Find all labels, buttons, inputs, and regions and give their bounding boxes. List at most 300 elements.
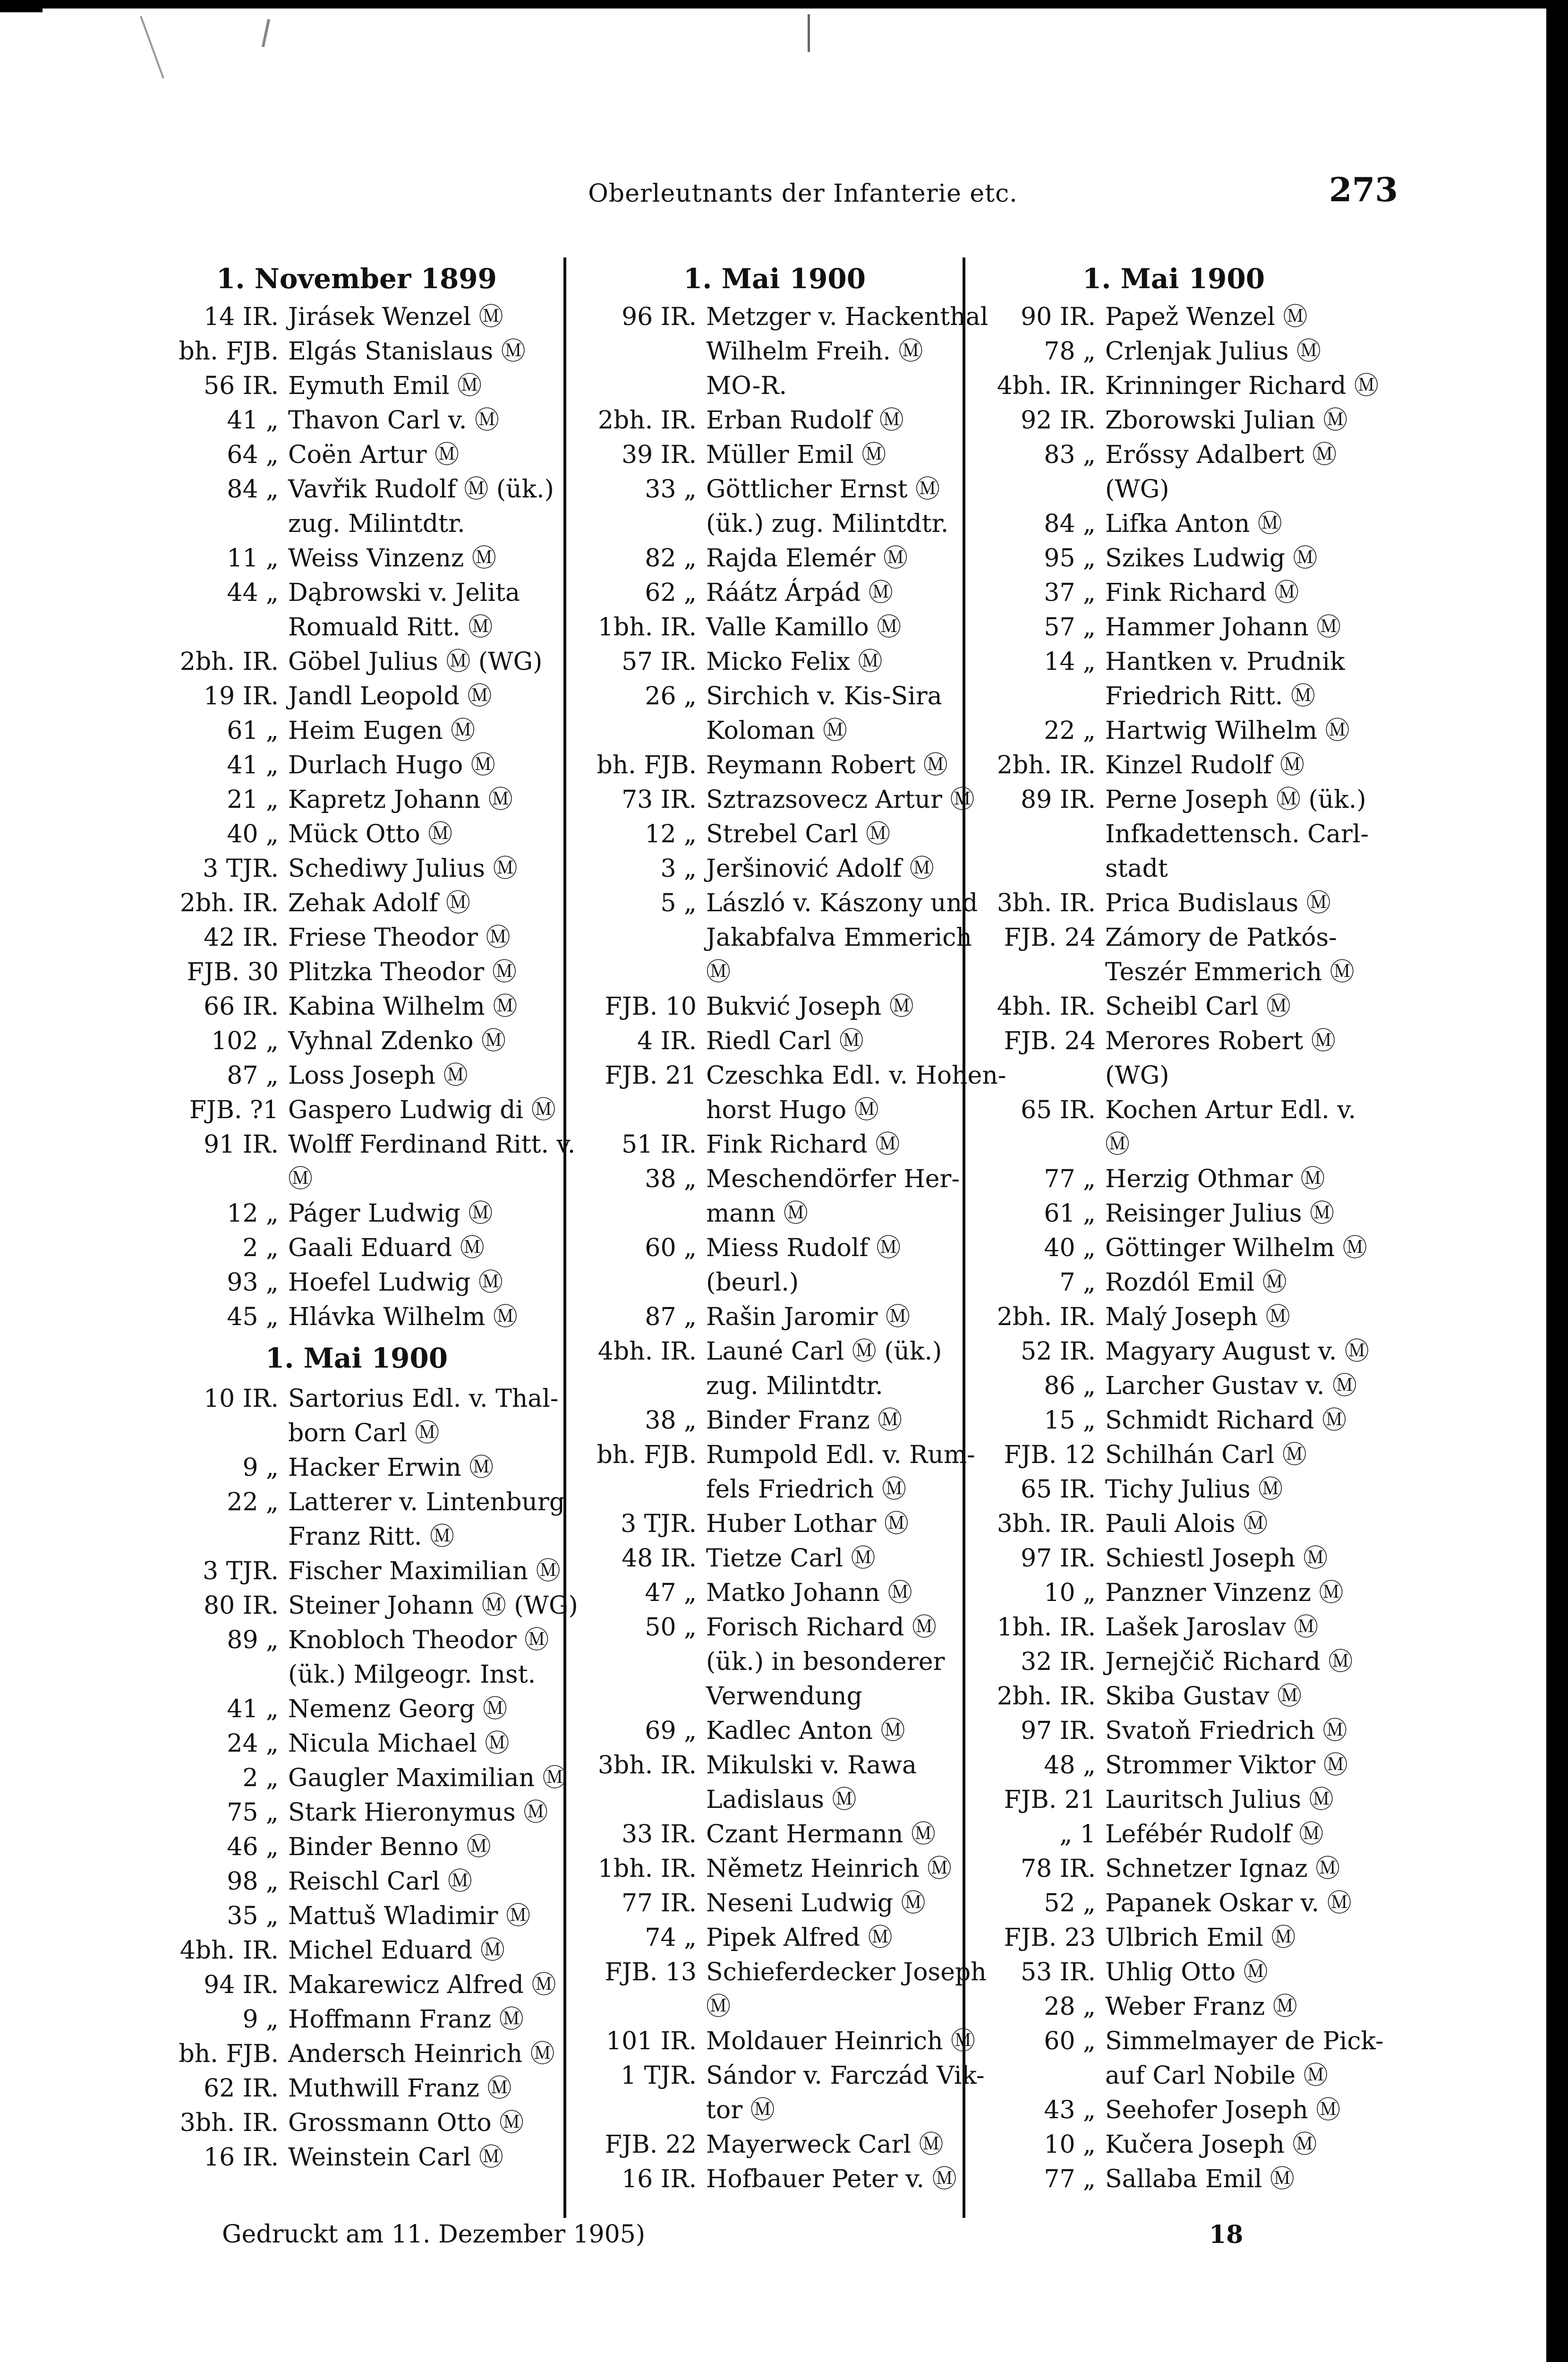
roster-entry: [978, 300, 1370, 334]
regiment-label: 32 IR.: [1021, 1648, 1096, 1676]
officer-name: Papež Wenzel Ⓜ: [1105, 303, 1308, 331]
regiment-label: 2 „: [242, 1764, 279, 1792]
roster-entry: [978, 2024, 1384, 2059]
roster-entry: [978, 1783, 1370, 1817]
officer-name: Larcher Gustav v. Ⓜ: [1105, 1372, 1357, 1400]
regiment-label: 87 „: [227, 1061, 279, 1090]
regiment-label: 43 „: [1044, 2096, 1096, 2124]
regiment-label: 2bh. IR.: [997, 751, 1096, 779]
officer-name: Ⓜ: [706, 958, 731, 986]
regiment-label: [579, 1783, 706, 1817]
regiment-label: [978, 852, 1105, 886]
roster-entry: [978, 1369, 1370, 1404]
officer-name: zug. Milintdtr.: [288, 510, 465, 538]
officer-name: Hacker Erwin Ⓜ: [288, 1454, 494, 1482]
officer-name: Vavřik Rudolf Ⓜ (ük.): [288, 475, 554, 504]
regiment-label: 94 IR.: [204, 1971, 279, 1999]
regiment-label: 57 IR.: [622, 648, 697, 676]
roster-entry: [161, 300, 553, 334]
roster-entry: [161, 2071, 553, 2106]
roster-entry: [579, 1783, 971, 1817]
regiment-label: 19 IR.: [204, 682, 279, 710]
roster-entry: [978, 334, 1370, 369]
roster-entry: [161, 1554, 561, 1589]
roster-entry: [579, 1197, 971, 1231]
roster-entry: [579, 852, 971, 886]
regiment-label: 41 „: [227, 751, 279, 779]
regiment-label: 97 IR.: [1021, 1544, 1096, 1573]
officer-name: Hartwig Wilhelm Ⓜ: [1105, 717, 1350, 745]
officer-name: Müller Emil Ⓜ: [706, 441, 886, 469]
officer-name: Friese Theodor Ⓜ: [288, 924, 511, 952]
roster-entry: [161, 1266, 553, 1300]
officer-name: Andersch Heinrich Ⓜ: [288, 2040, 555, 2068]
regiment-label: 65 IR.: [1021, 1096, 1096, 1124]
regiment-label: FJB. 10: [605, 993, 697, 1021]
scan-border-top: [0, 0, 1568, 9]
regiment-label: 3 TJR.: [203, 855, 279, 883]
officer-name: Lefébér Rudolf Ⓜ: [1105, 1820, 1324, 1849]
regiment-label: 95 „: [1044, 544, 1096, 573]
officer-name: Kinzel Rudolf Ⓜ: [1105, 751, 1304, 779]
roster-entry: [161, 955, 553, 990]
regiment-label: 56 IR.: [204, 372, 279, 400]
officer-name: Tietze Carl Ⓜ: [706, 1544, 876, 1573]
roster-entry: [579, 1404, 971, 1438]
roster-entry: [579, 369, 971, 403]
officer-name: Knobloch Theodor Ⓜ: [288, 1626, 549, 1654]
roster-entry: [161, 1865, 553, 1899]
roster-entry: [978, 1541, 1370, 1576]
officer-name: Zehak Adolf Ⓜ: [288, 889, 470, 917]
regiment-label: 15 „: [1044, 1406, 1096, 1435]
roster-entry: [579, 2024, 975, 2059]
regiment-label: 73 IR.: [622, 786, 697, 814]
regiment-label: 40 „: [227, 820, 279, 848]
officer-name: Strommer Viktor Ⓜ: [1105, 1751, 1348, 1780]
roster-entry: [579, 1990, 971, 2024]
regiment-label: 69 „: [645, 1717, 697, 1745]
officer-name: Göttlicher Ernst Ⓜ: [706, 475, 940, 504]
officer-name: Göbel Julius Ⓜ (WG): [288, 648, 543, 676]
regiment-label: 33 „: [645, 475, 697, 504]
roster-entry: [161, 1934, 553, 1968]
regiment-label: bh. FJB.: [179, 2040, 279, 2068]
regiment-label: [978, 817, 1105, 852]
roster-entry: [161, 2140, 553, 2175]
officer-name: Binder Benno Ⓜ: [288, 1833, 491, 1861]
regiment-label: [579, 1369, 706, 1404]
officer-name: Sallaba Emil Ⓜ: [1105, 2165, 1295, 2193]
regiment-label: [579, 2093, 706, 2128]
roster-entry: [978, 1921, 1370, 1955]
regiment-label: 22 „: [1044, 717, 1096, 745]
officer-name: Wilhelm Freih. Ⓜ: [706, 337, 923, 366]
roster-entry: [161, 990, 553, 1024]
regiment-label: 48 „: [1044, 1751, 1096, 1780]
officer-name: Heim Eugen Ⓜ: [288, 717, 476, 745]
roster-entry: [579, 1162, 971, 1197]
print-date: Gedruckt am 11. Dezember 1905): [222, 2220, 646, 2249]
regiment-label: 66 IR.: [204, 993, 279, 1021]
roster-entry: [161, 2106, 553, 2140]
regiment-label: 7 „: [1059, 1268, 1096, 1297]
officer-name: Pauli Alois Ⓜ: [1105, 1510, 1268, 1538]
officer-name: Michel Eduard Ⓜ: [288, 1936, 505, 1965]
roster-entry: [978, 1507, 1370, 1541]
scan-border-right: [1546, 0, 1568, 2362]
roster-entry: [579, 1645, 971, 1679]
roster-entry: [161, 438, 553, 472]
regiment-label: 33 IR.: [622, 1820, 697, 1849]
regiment-label: 12 „: [645, 820, 697, 848]
officer-name: Metzger v. Hackenthal: [706, 303, 989, 331]
regiment-label: „ 1: [1059, 1820, 1096, 1849]
regiment-label: 4 IR.: [637, 1027, 697, 1055]
officer-name: Makarewicz Alfred Ⓜ: [288, 1971, 556, 1999]
regiment-label: 89 IR.: [1021, 786, 1096, 814]
officer-name: Stark Hieronymus Ⓜ: [288, 1798, 548, 1827]
officer-name: Mück Otto Ⓜ: [288, 820, 453, 848]
officer-name: Schiestl Joseph Ⓜ: [1105, 1544, 1328, 1573]
regiment-label: 47 „: [645, 1579, 697, 1607]
regiment-label: 50 „: [645, 1613, 697, 1642]
officer-name: Binder Franz Ⓜ: [706, 1406, 903, 1435]
regiment-label: 89 „: [227, 1626, 279, 1654]
roster-entry: [978, 1990, 1370, 2024]
regiment-label: [161, 1162, 288, 1197]
officer-name: fels Friedrich Ⓜ: [706, 1475, 907, 1504]
officer-name: Hoffmann Franz Ⓜ: [288, 2005, 524, 2034]
roster-entry: [579, 955, 971, 990]
roster-entry: [978, 645, 1370, 679]
officer-name: Czant Hermann Ⓜ: [706, 1820, 936, 1849]
roster-entry: [579, 748, 971, 783]
roster-entry: [161, 679, 553, 714]
officer-name: Pipek Alfred Ⓜ: [706, 1924, 893, 1952]
roster-entry: [161, 1658, 553, 1692]
officer-name: Valle Kamillo Ⓜ: [706, 613, 902, 642]
roster-entry: [579, 334, 971, 369]
officer-name: (WG): [1105, 1061, 1169, 1090]
officer-name: Scheibl Carl Ⓜ: [1105, 993, 1291, 1021]
roster-entry: [978, 1610, 1370, 1645]
roster-entry: [579, 1300, 971, 1335]
regiment-label: 52 IR.: [1021, 1337, 1096, 1366]
regiment-label: 62 IR.: [204, 2074, 279, 2103]
regiment-label: 3bh. IR.: [997, 1510, 1096, 1538]
roster-entry: [579, 645, 971, 679]
regiment-label: 84 „: [227, 475, 279, 504]
roster-entry: [978, 1438, 1370, 1472]
roster-entry: [161, 852, 553, 886]
roster-entry: [978, 507, 1370, 541]
officer-name: MO-R.: [706, 372, 787, 400]
roster-entry: [579, 1231, 971, 1266]
column-divider: [563, 257, 566, 2218]
officer-name: Svatoň Friedrich Ⓜ: [1105, 1717, 1347, 1745]
roster-entry: [161, 334, 553, 369]
officer-name: Rajda Elemér Ⓜ: [706, 544, 908, 573]
roster-entry: [161, 1589, 578, 1623]
column-3: [978, 257, 1384, 2197]
roster-entry: [579, 886, 978, 921]
roster-entry: [161, 1520, 553, 1554]
roster-entry: [978, 1852, 1370, 1886]
regiment-label: [978, 1128, 1105, 1162]
officer-name: Sándor v. Farczád Vik-: [706, 2062, 985, 2090]
roster-entry: [161, 1300, 553, 1335]
roster-entry: [978, 1714, 1370, 1748]
officer-name: Wolff Ferdinand Ritt. v.: [288, 1130, 576, 1159]
regiment-label: 3bh. IR.: [597, 1751, 697, 1780]
roster-entry: [579, 1369, 971, 1404]
regiment-label: 74 „: [645, 1924, 697, 1952]
roster-entry: [579, 2162, 971, 2197]
roster-entry: [579, 783, 975, 817]
roster-entry: [978, 1059, 1370, 1093]
officer-name: Schieferdecker Joseph: [706, 1958, 987, 1986]
regiment-label: 39 IR.: [622, 441, 697, 469]
regiment-label: 102 „: [211, 1027, 279, 1055]
officer-name: Latterer v. Lintenburg: [288, 1488, 565, 1516]
roster-entry: [978, 438, 1370, 472]
officer-name: tor Ⓜ: [706, 2096, 775, 2124]
officer-name: Loss Joseph Ⓜ: [288, 1061, 468, 1090]
roster-entry: [161, 610, 553, 645]
roster-entry: [579, 300, 989, 334]
regiment-label: 86 „: [1044, 1372, 1096, 1400]
roster-entry: [978, 1404, 1370, 1438]
regiment-label: 5 „: [660, 889, 697, 917]
regiment-label: [579, 714, 706, 748]
scan-mark: [140, 16, 164, 79]
officer-name: Franz Ritt. Ⓜ: [288, 1523, 454, 1551]
officer-name: Panzner Vinzenz Ⓜ: [1105, 1579, 1344, 1607]
regiment-label: 4bh. IR.: [997, 993, 1096, 1021]
roster-entry: [161, 714, 553, 748]
officer-name: Plitzka Theodor Ⓜ: [288, 958, 517, 986]
roster-entry: [579, 1679, 971, 1714]
regiment-label: [579, 1472, 706, 1507]
roster-entry: [579, 576, 971, 610]
officer-name: Merores Robert Ⓜ: [1105, 1027, 1336, 1055]
officer-name: Fink Richard Ⓜ: [1105, 579, 1299, 607]
regiment-label: FJB. 12: [1004, 1441, 1096, 1469]
regiment-label: FJB. 13: [605, 1958, 697, 1986]
officer-name: Schediwy Julius Ⓜ: [288, 855, 518, 883]
officer-name: Thavon Carl v. Ⓜ: [288, 406, 499, 435]
regiment-label: 37 „: [1044, 579, 1096, 607]
officer-name: Páger Ludwig Ⓜ: [288, 1199, 493, 1228]
roster-entry: [978, 1335, 1370, 1369]
roster-entry: [161, 1416, 553, 1451]
officer-name: Elgás Stanislaus Ⓜ: [288, 337, 526, 366]
officer-name: Zámory de Patkós-: [1105, 924, 1337, 952]
roster-entry: [579, 1748, 971, 1783]
roster-entry: [161, 1231, 553, 1266]
regiment-label: 48 IR.: [622, 1544, 697, 1573]
roster-entry: [161, 1692, 553, 1727]
column-date-heading: 1. Mai 1900: [1082, 263, 1265, 295]
regiment-label: 65 IR.: [1021, 1475, 1096, 1504]
roster-entry: [978, 1128, 1370, 1162]
officer-name: Strebel Carl Ⓜ: [706, 820, 891, 848]
officer-name: Neseni Ludwig Ⓜ: [706, 1889, 926, 1917]
roster-entry: [579, 1472, 971, 1507]
roster-entry: [978, 748, 1370, 783]
officer-name: Perne Joseph Ⓜ (ük.): [1105, 786, 1366, 814]
roster-entry: [579, 1335, 971, 1369]
roster-entry: [978, 1472, 1370, 1507]
running-title: Oberleutnants der Infanterie etc.: [588, 180, 1018, 208]
regiment-label: 62 „: [645, 579, 697, 607]
roster-entry: [161, 645, 553, 679]
officer-name: Hlávka Wilhelm Ⓜ: [288, 1303, 518, 1331]
officer-name: Forisch Richard Ⓜ: [706, 1613, 937, 1642]
officer-name: Prica Budislaus Ⓜ: [1105, 889, 1331, 917]
officer-name: Mikulski v. Rawa: [706, 1751, 917, 1780]
roster-entry: [161, 748, 553, 783]
regiment-label: 10 „: [1044, 1579, 1096, 1607]
roster-entry: [978, 2128, 1370, 2162]
section-date-heading: 1. Mai 1900: [265, 1342, 448, 1374]
regiment-label: 11 „: [227, 544, 279, 573]
roster-entry: [978, 610, 1370, 645]
roster-entry: [161, 1197, 553, 1231]
roster-entry: [579, 2059, 985, 2093]
regiment-label: 1 TJR.: [621, 2062, 697, 2090]
officer-name: Miess Rudolf Ⓜ: [706, 1234, 901, 1262]
officer-name: Erőssy Adalbert Ⓜ: [1105, 441, 1337, 469]
regiment-label: 3bh. IR.: [179, 2109, 279, 2137]
roster-entry: [978, 679, 1370, 714]
regiment-label: 41 „: [227, 1695, 279, 1723]
regiment-label: 96 IR.: [622, 303, 697, 331]
regiment-label: [579, 921, 706, 955]
regiment-label: 78 „: [1044, 337, 1096, 366]
regiment-label: [579, 1679, 706, 1714]
roster-entry: [579, 1955, 987, 1990]
roster-entry: [579, 1886, 971, 1921]
officer-name: Weinstein Carl Ⓜ: [288, 2143, 503, 2172]
officer-name: (WG): [1105, 475, 1169, 504]
regiment-label: FJB. ?1: [189, 1096, 279, 1124]
regiment-label: 75 „: [227, 1798, 279, 1827]
roster-entry: [161, 576, 553, 610]
regiment-label: FJB. 21: [1004, 1786, 1096, 1814]
regiment-label: 84 „: [1044, 510, 1096, 538]
regiment-label: 44 „: [227, 579, 279, 607]
officer-name: Grossmann Otto Ⓜ: [288, 2109, 524, 2137]
officer-name: Reisinger Julius Ⓜ: [1105, 1199, 1335, 1228]
officer-name: Ⓜ: [288, 1165, 313, 1193]
officer-name: (ük.) Milgeogr. Inst.: [288, 1660, 536, 1689]
officer-name: Fink Richard Ⓜ: [706, 1130, 900, 1159]
roster-entry: [978, 1645, 1370, 1679]
regiment-label: 1bh. IR.: [597, 1855, 697, 1883]
regiment-label: FJB. 22: [605, 2131, 697, 2159]
roster-entry: [161, 817, 553, 852]
column-1: [161, 257, 578, 2175]
officer-name: (ük.) zug. Milintdtr.: [706, 510, 949, 538]
officer-name: Schilhán Carl Ⓜ: [1105, 1441, 1307, 1469]
officer-name: auf Carl Nobile Ⓜ: [1105, 2062, 1328, 2090]
regiment-label: 77 „: [1044, 2165, 1096, 2193]
roster-entry: [978, 1817, 1370, 1852]
roster-entry: [978, 1093, 1370, 1128]
regiment-label: 16 IR.: [622, 2165, 697, 2193]
roster-entry: [978, 886, 1370, 921]
officer-name: Ulbrich Emil Ⓜ: [1105, 1924, 1296, 1952]
regiment-label: 21 „: [227, 786, 279, 814]
regiment-label: 64 „: [227, 441, 279, 469]
roster-entry: [978, 1266, 1370, 1300]
officer-name: Fischer Maximilian Ⓜ: [288, 1557, 561, 1585]
officer-name: Verwendung: [706, 1682, 862, 1711]
officer-name: Lauritsch Julius Ⓜ: [1105, 1786, 1334, 1814]
officer-name: László v. Kászony und: [706, 889, 978, 917]
officer-name: Jeršinović Adolf Ⓜ: [706, 855, 934, 883]
regiment-label: 10 IR.: [204, 1385, 279, 1413]
regiment-label: 52 „: [1044, 1889, 1096, 1917]
regiment-label: [579, 1645, 706, 1679]
roster-entry: [161, 541, 553, 576]
regiment-label: 1bh. IR.: [997, 1613, 1096, 1642]
regiment-label: [978, 679, 1105, 714]
regiment-label: 2 „: [242, 1234, 279, 1262]
regiment-label: FJB. 24: [1004, 924, 1096, 952]
roster-entry: [579, 1024, 971, 1059]
roster-entry: [579, 472, 971, 507]
officer-name: Huber Lothar Ⓜ: [706, 1510, 909, 1538]
regiment-label: 35 „: [227, 1902, 279, 1930]
roster-entry: [161, 1761, 567, 1796]
regiment-label: [978, 472, 1105, 507]
officer-name: Muthwill Franz Ⓜ: [288, 2074, 512, 2103]
officer-name: Kapretz Johann Ⓜ: [288, 786, 513, 814]
officer-name: Ladislaus Ⓜ: [706, 1786, 857, 1814]
regiment-label: [579, 955, 706, 990]
officer-name: Malý Joseph Ⓜ: [1105, 1303, 1290, 1331]
officer-name: Reymann Robert Ⓜ: [706, 751, 948, 779]
roster-entry: [161, 886, 553, 921]
officer-name: Weiss Vinzenz Ⓜ: [288, 544, 496, 573]
regiment-label: 3 „: [660, 855, 697, 883]
regiment-label: FJB. 21: [605, 1061, 697, 1090]
regiment-label: 10 „: [1044, 2131, 1096, 2159]
regiment-label: FJB. 24: [1004, 1027, 1096, 1055]
regiment-label: 2bh. IR.: [179, 889, 279, 917]
roster-entry: [161, 1024, 553, 1059]
regiment-label: 77 IR.: [622, 1889, 697, 1917]
roster-entry: [579, 438, 971, 472]
roster-entry: [161, 1727, 553, 1761]
regiment-label: [161, 610, 288, 645]
regiment-label: 2bh. IR.: [179, 648, 279, 676]
regiment-label: [978, 2059, 1105, 2093]
officer-name: Jernejčič Richard Ⓜ: [1105, 1648, 1353, 1676]
regiment-label: [579, 334, 706, 369]
roster-entry: [579, 714, 971, 748]
regiment-label: 97 IR.: [1021, 1717, 1096, 1745]
officer-name: Hantken v. Prudnik: [1105, 648, 1345, 676]
roster-entry: [978, 1162, 1370, 1197]
roster-entry: [978, 1024, 1370, 1059]
regiment-label: 51 IR.: [622, 1130, 697, 1159]
officer-name: Steiner Johann Ⓜ (WG): [288, 1592, 578, 1620]
signature-mark: 18: [1209, 2220, 1244, 2249]
